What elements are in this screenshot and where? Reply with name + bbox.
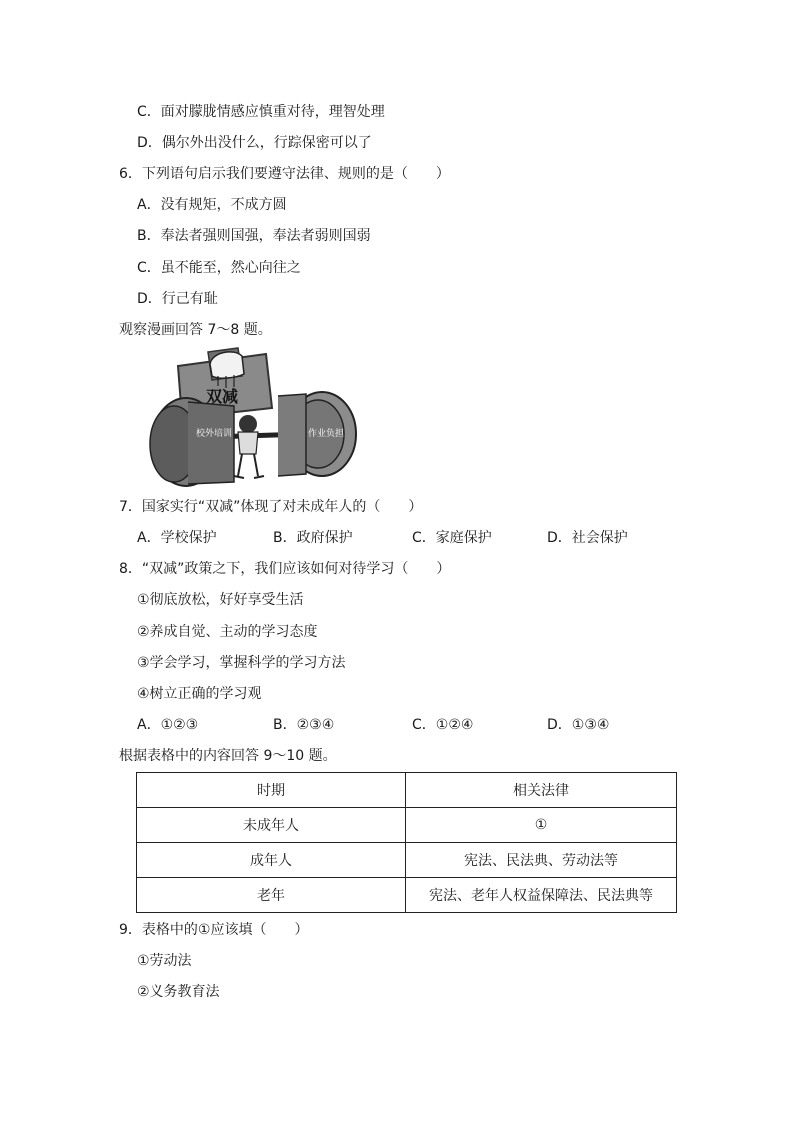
q5-option-d: D．偶尔外出没什么，行踪保密可以了	[137, 135, 372, 151]
cartoon-top-text: 双减	[206, 387, 239, 406]
q7-option-c: C．家庭保护	[412, 530, 492, 546]
table-header-laws: 相关法律	[406, 773, 677, 808]
child-figure	[234, 415, 264, 478]
q7-stem: 7．国家实行“双减”体现了对未成年人的（ ）	[119, 499, 423, 515]
q8-item-3: ③学会学习，掌握科学的学习方法	[137, 655, 346, 671]
q9-item-2: ②义务教育法	[137, 984, 220, 1000]
q6-option-b: B．奉法者强则国强，奉法者弱则国弱	[137, 228, 371, 244]
cartoon-intro: 观察漫画回答 7～8 题。	[119, 322, 272, 338]
cartoon-image	[138, 346, 360, 488]
q8-option-a: A．①②③	[137, 717, 199, 733]
q8-option-c: C．①②④	[412, 717, 474, 733]
right-weight-label: 作业负担	[308, 429, 345, 439]
table-header-row	[137, 773, 677, 808]
q5-option-c: C．面对朦胧情感应慎重对待，理智处理	[137, 104, 385, 120]
left-weight	[150, 398, 234, 486]
table-cell-period: 未成年人	[137, 808, 406, 843]
q6-option-d: D．行己有耻	[137, 291, 218, 307]
q7-option-a: A．学校保护	[137, 530, 217, 546]
table-intro: 根据表格中的内容回答 9～10 题。	[119, 748, 337, 764]
left-weight-label: 校外培训	[196, 429, 233, 439]
table-cell-laws: 宪法、民法典、劳动法等	[406, 843, 677, 878]
table-cell-laws: 宪法、老年人权益保障法、民法典等	[406, 878, 677, 913]
q8-item-4: ④树立正确的学习观	[137, 686, 262, 702]
table-cell-period: 成年人	[137, 843, 406, 878]
q7-option-b: B．政府保护	[273, 530, 353, 546]
q6-option-c: C．虽不能至，然心向往之	[137, 260, 301, 276]
q7-options	[0, 528, 793, 548]
right-weight	[278, 392, 356, 476]
q8-option-b: B．②③④	[273, 717, 335, 733]
q9-stem: 9．表格中的①应该填（ ）	[119, 922, 309, 938]
table-row	[137, 843, 677, 878]
table-header-period: 时期	[137, 773, 406, 808]
q8-options	[0, 715, 793, 735]
q8-item-1: ①彻底放松，好好享受生活	[137, 592, 304, 608]
q8-stem: 8．“双减”政策之下，我们应该如何对待学习（ ）	[119, 561, 451, 577]
law-table	[136, 772, 677, 913]
q7-option-d: D．社会保护	[547, 530, 628, 546]
table-row	[137, 878, 677, 913]
table-cell-laws: ①	[406, 808, 677, 843]
q8-option-d: D．①③④	[547, 717, 610, 733]
q6-stem: 6．下列语句启示我们要遵守法律、规则的是（ ）	[119, 166, 450, 182]
q8-item-2: ②养成自觉、主动的学习态度	[137, 624, 318, 640]
q6-option-a: A．没有规矩，不成方圆	[137, 197, 287, 213]
table-row	[137, 808, 677, 843]
table-cell-period: 老年	[137, 878, 406, 913]
q9-item-1: ①劳动法	[137, 953, 192, 969]
